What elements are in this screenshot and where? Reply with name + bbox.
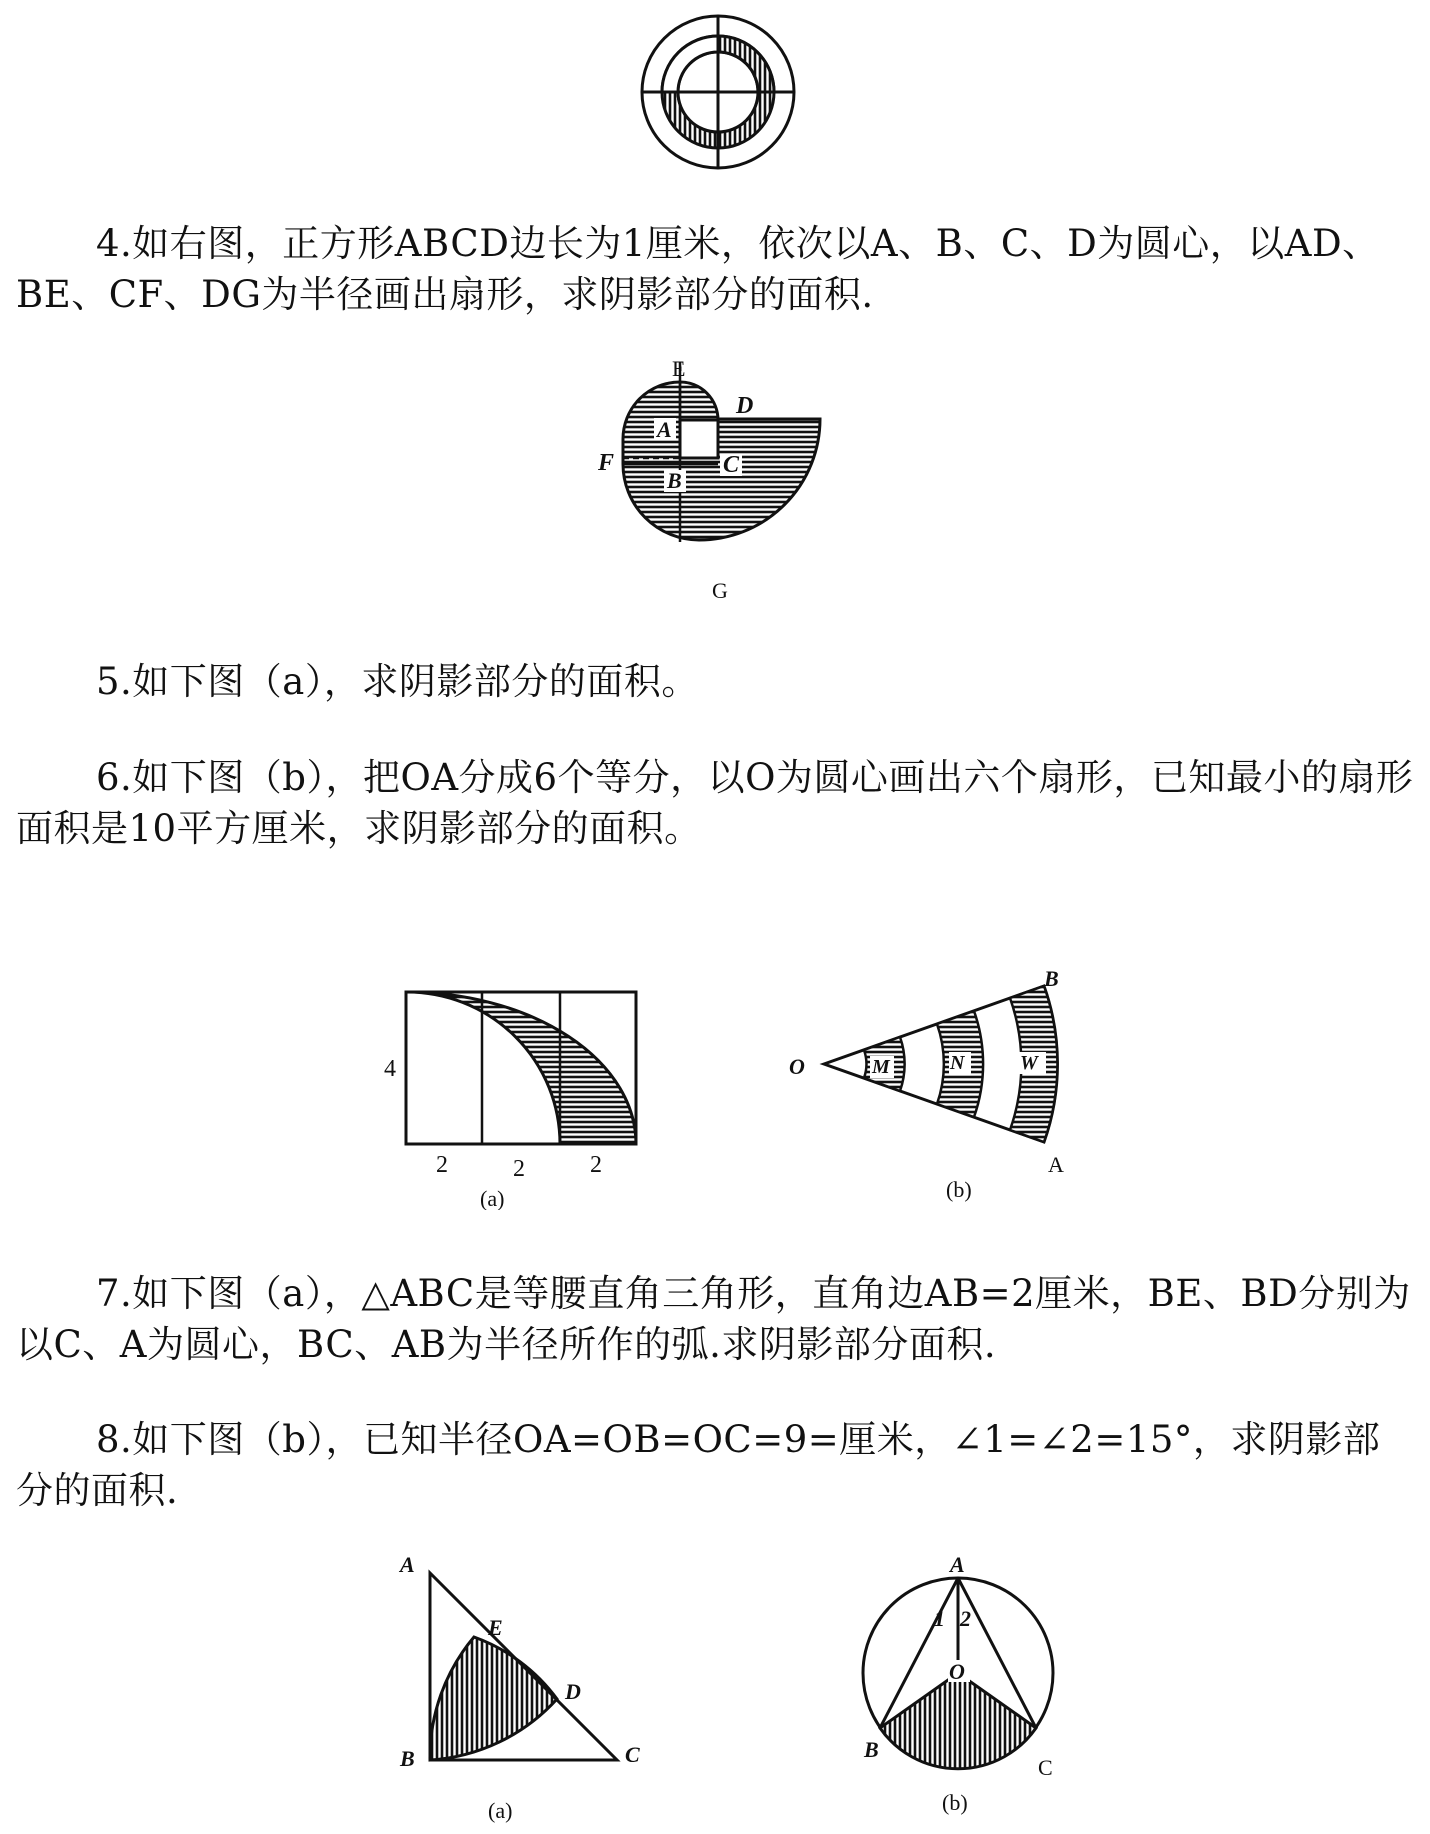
label-A: A xyxy=(950,1552,965,1577)
problem-5-text: 5.如下图（a），求阴影部分的面积。 xyxy=(96,660,699,703)
label-B: B xyxy=(1044,966,1059,991)
figure-5a-rectangle-arcs xyxy=(376,980,676,1210)
label-B: B xyxy=(400,1746,415,1771)
caption-b: (b) xyxy=(942,1790,968,1815)
caption-b: (b) xyxy=(946,1177,972,1202)
label-angle-2: 2 xyxy=(960,1606,971,1631)
problem-6-text: 6.如下图（b），把OA分成6个等分，以O为圆心画出六个扇形，已知最小的扇形面积是10平方厘米，求阴影部分的面积。 xyxy=(16,756,1414,850)
label-N: N xyxy=(950,1052,965,1074)
caption-a: (a) xyxy=(488,1798,513,1823)
figure-concentric-circles xyxy=(638,12,798,172)
figure-4-spiral-sectors xyxy=(568,360,888,620)
label-width-2: 2 xyxy=(513,1156,525,1182)
label-A: A xyxy=(1048,1152,1064,1177)
label-A: A xyxy=(657,417,672,442)
label-angle-1: 1 xyxy=(934,1606,945,1631)
problem-7-text: 7.如下图（a），△ABC是等腰直角三角形，直角边AB=2厘米，BE、BD分别为以C、A为圆心，BC、AB为半径所作的弧.求阴影部分面积. xyxy=(16,1272,1411,1366)
label-A: A xyxy=(400,1552,415,1577)
label-G: G xyxy=(712,578,728,603)
label-E: E xyxy=(672,360,686,381)
figure-7a-triangle-arcs xyxy=(390,1548,660,1828)
label-height: 4 xyxy=(384,1056,396,1082)
label-F: F xyxy=(598,450,615,476)
label-E: E xyxy=(488,1615,503,1640)
figure-6b-sector xyxy=(786,960,1086,1210)
label-M: M xyxy=(872,1056,890,1078)
figure-8b-circle-chords xyxy=(848,1548,1068,1828)
label-B: B xyxy=(864,1737,879,1762)
label-W: W xyxy=(1020,1052,1038,1074)
problem-8-text: 8.如下图（b），已知半径OA=OB=OC=9=厘米，∠1=∠2=15°，求阴影部分的面积. xyxy=(16,1418,1381,1512)
label-O: O xyxy=(789,1054,805,1079)
label-width-1: 2 xyxy=(436,1152,448,1178)
label-O: O xyxy=(949,1659,965,1684)
label-D: D xyxy=(565,1679,581,1704)
problem-4-text: 4.如右图，正方形ABCD边长为1厘米，依次以A、B、C、D为圆心，以AD、BE、CF、DG为半径画出扇形，求阴影部分的面积. xyxy=(16,222,1380,316)
label-D: D xyxy=(736,393,754,419)
label-width-3: 2 xyxy=(590,1152,602,1178)
label-C: C xyxy=(723,452,740,478)
label-C: C xyxy=(625,1742,640,1767)
label-C: C xyxy=(1038,1755,1053,1780)
label-B: B xyxy=(667,468,682,493)
caption-a: (a) xyxy=(480,1186,505,1210)
